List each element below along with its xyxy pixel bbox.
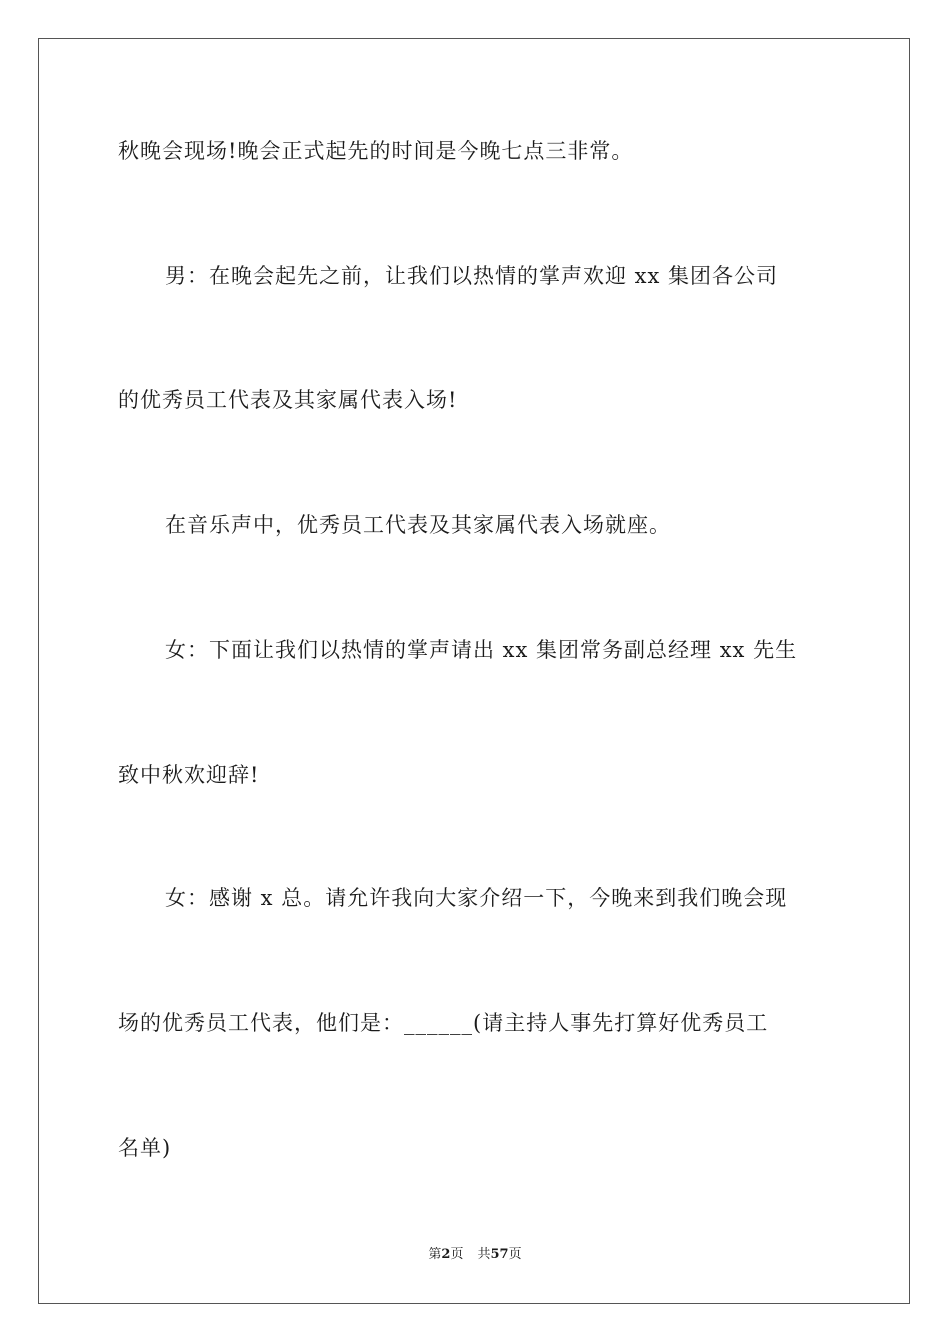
page-number: 2 bbox=[441, 1247, 451, 1262]
text-line-6: 致中秋欢迎辞! bbox=[118, 763, 260, 787]
page-border bbox=[38, 38, 910, 1304]
text-line-9: 名单) bbox=[118, 1136, 172, 1160]
text-line-4: 在音乐声中，优秀员工代表及其家属代表入场就座。 bbox=[165, 513, 671, 537]
total-suffix: 页 bbox=[508, 1247, 522, 1262]
page-footer bbox=[0, 1246, 950, 1264]
text-line-3: 的优秀员工代表及其家属代表入场! bbox=[118, 388, 458, 412]
text-line-7: 女：感谢 x 总。请允许我向大家介绍一下，今晚来到我们晚会现 bbox=[165, 886, 788, 910]
text-line-1: 秋晚会现场!晚会正式起先的时间是今晚七点三非常。 bbox=[118, 139, 634, 163]
page-prefix: 第 bbox=[428, 1247, 442, 1262]
page-suffix: 页 bbox=[450, 1247, 464, 1262]
total-prefix: 共 bbox=[477, 1247, 491, 1262]
text-line-8: 场的优秀员工代表，他们是：______(请主持人事先打算好优秀员工 bbox=[118, 1011, 769, 1035]
text-line-5: 女：下面让我们以热情的掌声请出 xx 集团常务副总经理 xx 先生 bbox=[165, 638, 798, 662]
total-pages: 57 bbox=[490, 1247, 509, 1262]
text-line-2: 男：在晚会起先之前，让我们以热情的掌声欢迎 xx 集团各公司 bbox=[165, 264, 779, 288]
